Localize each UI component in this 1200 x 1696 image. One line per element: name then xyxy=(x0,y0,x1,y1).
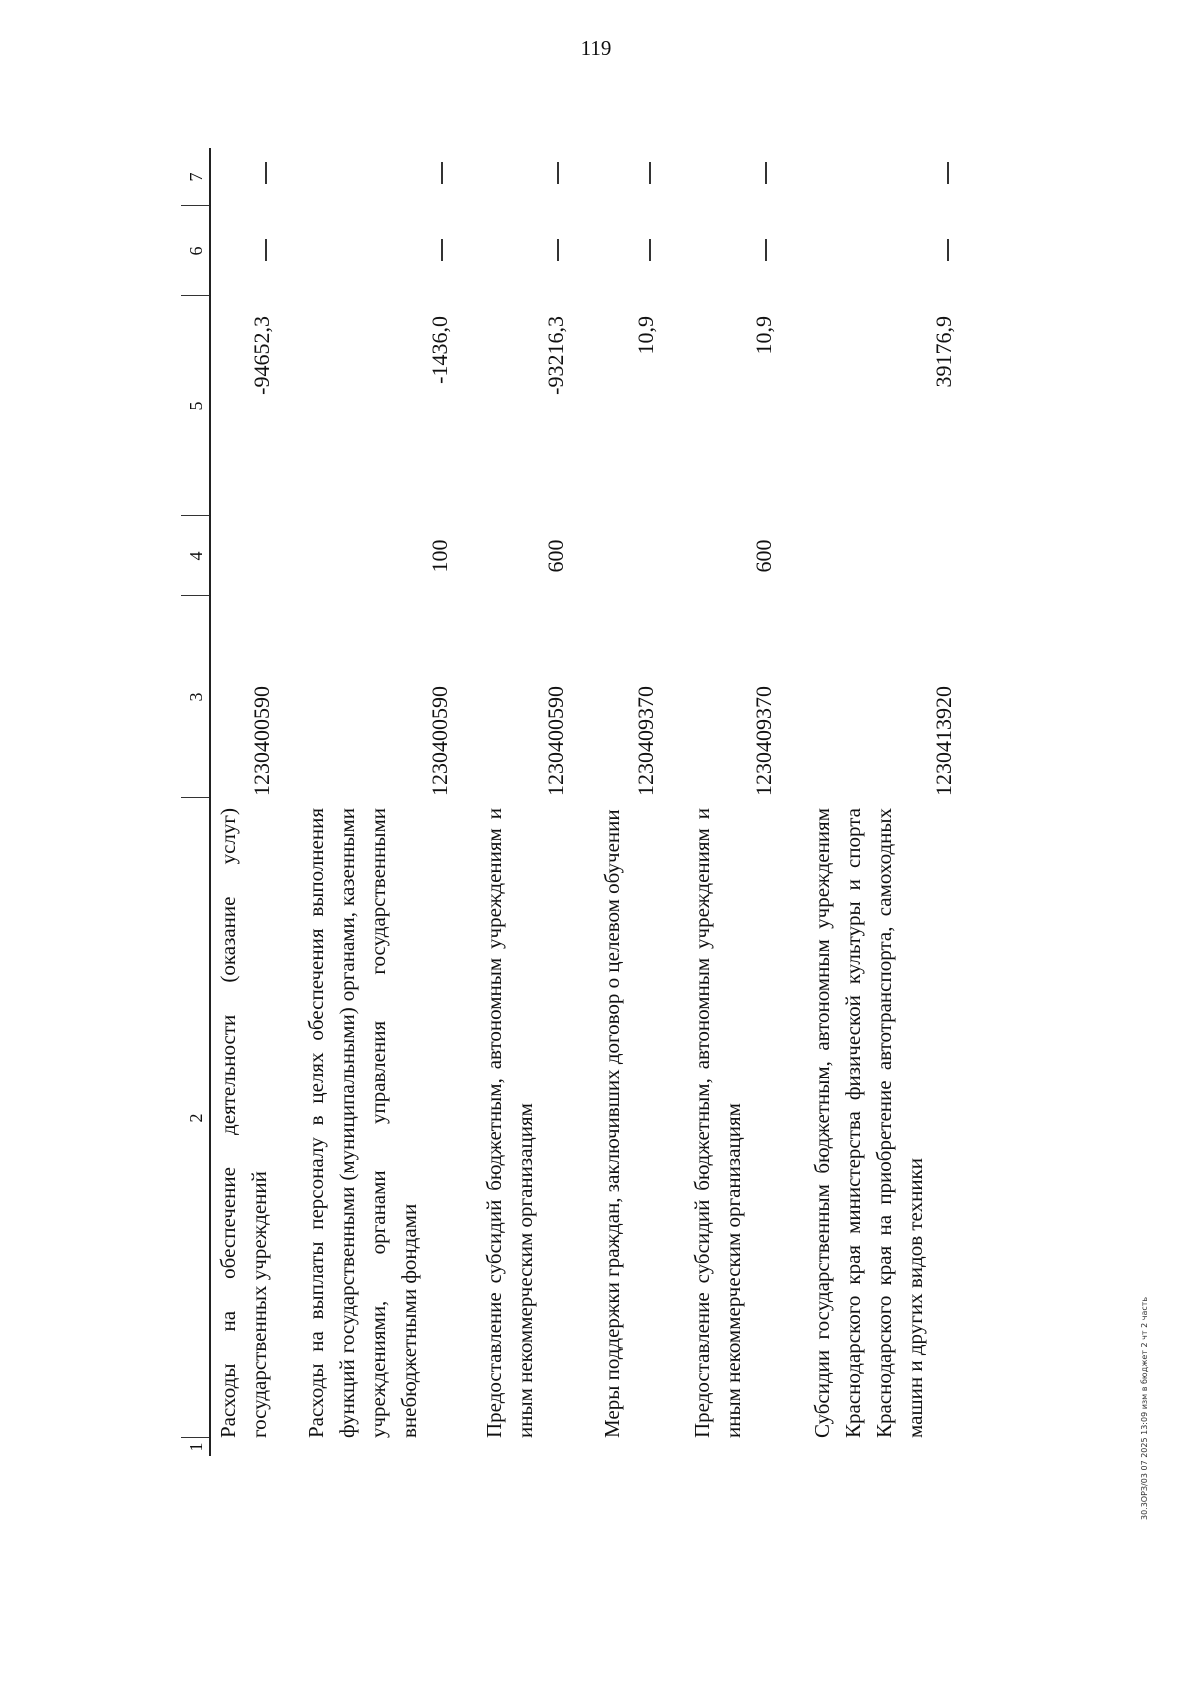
row-type: 600 xyxy=(751,539,776,573)
header-col-5: 5 xyxy=(186,401,206,411)
empty-dash xyxy=(441,239,443,261)
header-col-6: 6 xyxy=(186,246,206,256)
header-col-2: 2 xyxy=(186,1113,206,1123)
row-code: 1230400590 xyxy=(427,686,452,796)
row-code: 1230400590 xyxy=(249,686,274,796)
header-col-3: 3 xyxy=(186,692,206,702)
page-number: 119 xyxy=(580,36,612,60)
row-name: Расходы на обеспечение деятельности (оказание услуг) государственных учреждений xyxy=(216,808,271,1438)
empty-dash xyxy=(765,162,767,184)
table-row xyxy=(213,148,283,1456)
row-code: 1230409370 xyxy=(633,686,658,796)
empty-dash xyxy=(265,162,267,184)
header-col-7: 7 xyxy=(186,172,206,182)
empty-dash xyxy=(265,239,267,261)
table-row xyxy=(597,148,667,1456)
row-amount: 10,9 xyxy=(751,316,776,355)
row-code: 1230400590 xyxy=(543,686,568,796)
header-col-4: 4 xyxy=(186,551,206,561)
row-amount: -93216,3 xyxy=(543,316,568,395)
empty-dash xyxy=(947,162,949,184)
empty-dash xyxy=(557,239,559,261)
row-amount: 39176,9 xyxy=(931,316,956,388)
table-header xyxy=(177,148,211,1456)
empty-dash xyxy=(649,162,651,184)
empty-dash xyxy=(557,162,559,184)
budget-table xyxy=(177,148,1037,1456)
row-amount: 10,9 xyxy=(633,316,658,355)
empty-dash xyxy=(947,239,949,261)
row-type: 600 xyxy=(543,539,568,573)
row-name: Предоставление субсидий бюджетным, автономным учреждениям и иным некоммерческим организациям xyxy=(482,808,537,1438)
empty-dash xyxy=(765,239,767,261)
row-amount: -1436,0 xyxy=(427,316,452,384)
document-footer-code xyxy=(1140,280,1162,1520)
table-row xyxy=(807,148,967,1456)
footer-code-text: 30.3ОРЗ/03 07 2025 13:09 изм в бюджет 2 чт 2 часть xyxy=(1140,1296,1149,1520)
table-row xyxy=(687,148,787,1456)
row-code: 1230409370 xyxy=(751,686,776,796)
row-code: 1230413920 xyxy=(931,686,956,796)
row-amount: -94652,3 xyxy=(249,316,274,395)
row-type: 100 xyxy=(427,539,452,573)
empty-dash xyxy=(441,162,443,184)
row-name: Меры поддержки граждан, заключивших договор о целевом обучении xyxy=(600,809,624,1438)
row-name: Расходы на выплаты персоналу в целях обеспечения выполнения функций государственными (муниципальными) органами, казенными учреждениями, органами управления государственными внебюджетными фондами xyxy=(304,808,421,1438)
table-row xyxy=(301,148,465,1456)
empty-dash xyxy=(649,239,651,261)
table-row xyxy=(479,148,579,1456)
header-col-1: 1 xyxy=(186,1442,206,1452)
row-name: Предоставление субсидий бюджетным, автономным учреждениям и иным некоммерческим организациям xyxy=(690,808,745,1438)
row-name: Субсидии государственным бюджетным, автономным учреждениям Краснодарского края министерства физической культуры и спорта Краснодарского края на приобретение автотранспорта, самоходных машин и других видов техники xyxy=(810,808,927,1438)
